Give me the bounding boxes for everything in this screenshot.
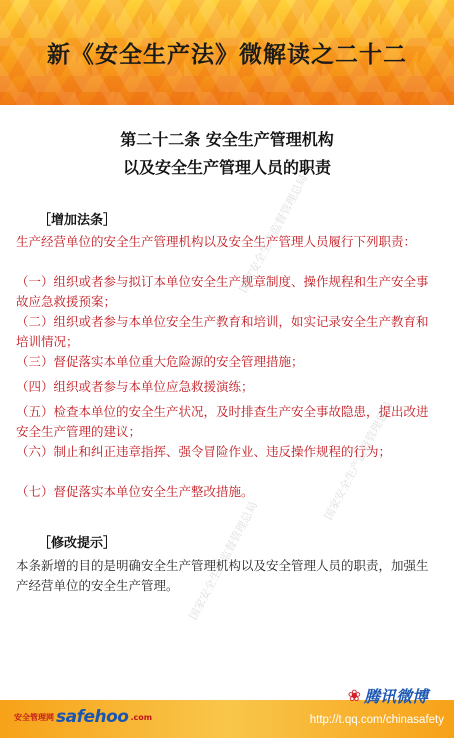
watermark-text: 国家安全生产监督管理总局 xyxy=(321,399,396,523)
paragraph-item-5: （五）检查本单位的安全生产状况，及时排查生产安全事故隐患，提出改进安全生产管理的建议； xyxy=(16,404,429,439)
logo-wordmark: safehoo xyxy=(56,707,129,727)
paragraph-item-6: （六）制止和纠正违章指挥、强令冒险作业、违反操作规程的行为； xyxy=(16,444,392,459)
tencent-weibo-logo[interactable] xyxy=(348,684,428,707)
article-heading-line1: 第二十二条 安全生产管理机构 xyxy=(120,130,334,149)
paragraph-item-2: （二）组织或者参与本单位安全生产教育和培训，如实记录安全生产教育和培训情况； xyxy=(16,314,429,349)
logo-prefix: 安全管理网 xyxy=(14,712,54,722)
section-label-tip: ［修改提示］ xyxy=(38,536,117,551)
paragraph-item-7: （七）督促落实本单位安全生产整改措施。 xyxy=(16,484,254,499)
safehoo-logo[interactable] xyxy=(14,706,152,728)
paragraph-tip: 本条新增的目的是明确安全生产管理机构以及安全管理人员的职责，加强生产经营单位的安全生产管理。 xyxy=(16,558,429,593)
watermark-text: 国家安全生产监督管理总局 xyxy=(186,499,261,623)
section-label-add: ［增加法条］ xyxy=(38,213,117,228)
weibo-icon: ❀ xyxy=(347,686,361,705)
paragraph-intro: 生产经营单位的安全生产管理机构以及安全生产管理人员履行下列职责： xyxy=(16,234,417,249)
logo-suffix: .com xyxy=(130,712,153,722)
weibo-url-link[interactable]: http://t.qq.com/chinasafety xyxy=(309,714,444,726)
weibo-name: 腾讯微博 xyxy=(363,687,428,706)
header-banner xyxy=(0,0,454,105)
watermark-text: 国家安全生产监督管理总局 xyxy=(236,172,311,296)
banner-title: 新《安全生产法》微解读之二十二 xyxy=(47,41,407,68)
paragraph-item-1: （一）组织或者参与拟订本单位安全生产规章制度、操作规程和生产安全事故应急救援预案； xyxy=(16,274,429,309)
paragraph-item-3: （三）督促落实本单位重大危险源的安全管理措施； xyxy=(16,354,304,369)
article-heading-line2: 以及安全生产管理人员的职责 xyxy=(122,158,331,177)
paragraph-item-4: （四）组织或者参与本单位应急救援演练； xyxy=(16,379,254,394)
